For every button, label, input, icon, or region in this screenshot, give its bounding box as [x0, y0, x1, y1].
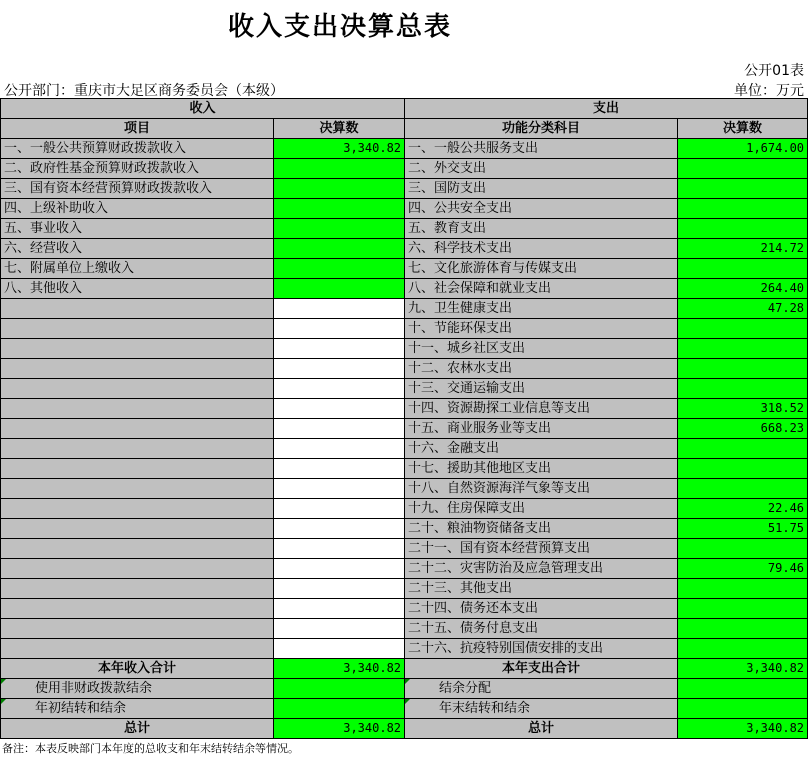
income-item-label	[1, 619, 274, 639]
expense-category-value[interactable]: 22.46	[678, 499, 808, 519]
expense-category-value[interactable]	[678, 539, 808, 559]
income-item-label: 八、其他收入	[1, 279, 274, 299]
income-item-value[interactable]	[274, 259, 405, 279]
expense-grand-total-label: 总计	[405, 719, 678, 739]
income-item-label: 七、附属单位上缴收入	[1, 259, 274, 279]
expense-category-label: 九、卫生健康支出	[405, 299, 678, 319]
expense-category-label: 七、文化旅游体育与传媒支出	[405, 259, 678, 279]
expense-category-label: 十二、农林水支出	[405, 359, 678, 379]
table-row	[1, 179, 808, 199]
income-item-value[interactable]	[274, 219, 405, 239]
expense-category-value[interactable]	[678, 579, 808, 599]
balance-row	[1, 679, 808, 699]
expense-category-value[interactable]: 668.23	[678, 419, 808, 439]
income-item-value[interactable]	[274, 159, 405, 179]
expense-category-label: 二十四、债务还本支出	[405, 599, 678, 619]
income-item-value[interactable]	[274, 539, 405, 559]
balance-distribution-label: 结余分配	[405, 679, 678, 699]
expense-category-label: 十五、商业服务业等支出	[405, 419, 678, 439]
expense-category-label: 二十二、灾害防治及应急管理支出	[405, 559, 678, 579]
table-row	[1, 139, 808, 159]
balance-distribution-value[interactable]	[678, 679, 808, 699]
table-row	[1, 279, 808, 299]
page-title: 收入支出决算总表	[227, 12, 452, 42]
expense-category-value[interactable]	[678, 339, 808, 359]
expense-category-label: 八、社会保障和就业支出	[405, 279, 678, 299]
income-item-value[interactable]	[274, 499, 405, 519]
income-item-value[interactable]	[274, 399, 405, 419]
table-row	[1, 479, 808, 499]
expense-category-label: 二十、粮油物资储备支出	[405, 519, 678, 539]
income-item-value[interactable]	[274, 479, 405, 499]
income-item-value[interactable]	[274, 379, 405, 399]
income-item-value[interactable]	[274, 319, 405, 339]
expense-total-value[interactable]: 3,340.82	[678, 659, 808, 679]
expense-category-label: 十九、住房保障支出	[405, 499, 678, 519]
income-item-value[interactable]	[274, 179, 405, 199]
table-row	[1, 519, 808, 539]
expense-category-value[interactable]: 47.28	[678, 299, 808, 319]
expense-category-label: 二十六、抗疫特别国债安排的支出	[405, 639, 678, 659]
unit-label: 单位：万元	[734, 83, 804, 99]
income-item-label	[1, 459, 274, 479]
income-section-header: 收入	[1, 99, 405, 119]
table-row	[1, 639, 808, 659]
expense-category-label: 十、节能环保支出	[405, 319, 678, 339]
expense-category-value[interactable]: 1,674.00	[678, 139, 808, 159]
ending-carryover-value[interactable]	[678, 699, 808, 719]
income-item-label	[1, 539, 274, 559]
expense-category-label: 六、科学技术支出	[405, 239, 678, 259]
department-label: 公开部门：重庆市大足区商务委员会（本级）	[4, 83, 284, 99]
income-item-label: 六、经营收入	[1, 239, 274, 259]
expense-category-label: 三、国防支出	[405, 179, 678, 199]
expense-category-value[interactable]	[678, 259, 808, 279]
expense-category-value[interactable]	[678, 319, 808, 339]
income-item-label: 一、一般公共预算财政拨款收入	[1, 139, 274, 159]
expense-amount-column-header: 决算数	[678, 119, 808, 139]
income-total-value[interactable]: 3,340.82	[274, 659, 405, 679]
income-item-value[interactable]	[274, 299, 405, 319]
category-column-header: 功能分类科目	[405, 119, 678, 139]
expense-category-value[interactable]	[678, 159, 808, 179]
income-item-label	[1, 299, 274, 319]
income-item-value[interactable]	[274, 619, 405, 639]
expense-total-label: 本年支出合计	[405, 659, 678, 679]
expense-section-header: 支出	[405, 99, 808, 119]
income-item-label	[1, 399, 274, 419]
income-item-label	[1, 479, 274, 499]
income-item-label	[1, 579, 274, 599]
table-row	[1, 539, 808, 559]
income-item-label: 五、事业收入	[1, 219, 274, 239]
expense-category-label: 四、公共安全支出	[405, 199, 678, 219]
table-row	[1, 419, 808, 439]
annual-total-row	[1, 659, 808, 679]
income-item-label: 二、政府性基金预算财政拨款收入	[1, 159, 274, 179]
income-amount-column-header: 决算数	[274, 119, 405, 139]
table-row	[1, 459, 808, 479]
beginning-carryover-value[interactable]	[274, 699, 405, 719]
table-row	[1, 199, 808, 219]
table-row	[1, 579, 808, 599]
income-item-label	[1, 359, 274, 379]
expense-category-label: 十三、交通运输支出	[405, 379, 678, 399]
nonfiscal-balance-label: 使用非财政拨款结余	[1, 679, 274, 699]
income-item-label: 四、上级补助收入	[1, 199, 274, 219]
expense-category-value[interactable]	[678, 379, 808, 399]
income-total-label: 本年收入合计	[1, 659, 274, 679]
beginning-carryover-label: 年初结转和结余	[1, 699, 274, 719]
income-item-value[interactable]	[274, 459, 405, 479]
form-number: 公开01表	[744, 63, 804, 79]
column-header-row	[1, 119, 808, 139]
income-item-value[interactable]	[274, 439, 405, 459]
expense-category-label: 一、一般公共服务支出	[405, 139, 678, 159]
income-item-label	[1, 519, 274, 539]
expense-category-label: 二、外交支出	[405, 159, 678, 179]
income-item-value[interactable]	[274, 339, 405, 359]
expense-category-label: 十六、金融支出	[405, 439, 678, 459]
table-row	[1, 159, 808, 179]
table-row	[1, 359, 808, 379]
expense-category-value[interactable]: 318.52	[678, 399, 808, 419]
expense-category-value[interactable]	[678, 199, 808, 219]
income-item-value[interactable]	[274, 639, 405, 659]
table-row	[1, 239, 808, 259]
income-item-value[interactable]	[274, 519, 405, 539]
income-item-label	[1, 599, 274, 619]
expense-category-label: 二十一、国有资本经营预算支出	[405, 539, 678, 559]
income-item-label	[1, 639, 274, 659]
income-item-value[interactable]: 3,340.82	[274, 139, 405, 159]
income-item-value[interactable]	[274, 359, 405, 379]
income-item-label	[1, 419, 274, 439]
income-item-label	[1, 379, 274, 399]
income-grand-total-value[interactable]: 3,340.82	[274, 719, 405, 739]
income-item-label	[1, 339, 274, 359]
income-item-label	[1, 499, 274, 519]
income-item-label	[1, 559, 274, 579]
expense-category-label: 十八、自然资源海洋气象等支出	[405, 479, 678, 499]
table-row	[1, 619, 808, 639]
table-row	[1, 319, 808, 339]
expense-category-value[interactable]	[678, 619, 808, 639]
expense-category-value[interactable]	[678, 639, 808, 659]
income-item-label	[1, 439, 274, 459]
expense-category-value[interactable]	[678, 219, 808, 239]
income-item-value[interactable]	[274, 419, 405, 439]
ending-carryover-label: 年末结转和结余	[405, 699, 678, 719]
expense-category-value[interactable]	[678, 599, 808, 619]
carryover-row	[1, 699, 808, 719]
table-row	[1, 219, 808, 239]
table-row	[1, 399, 808, 419]
income-item-value[interactable]	[274, 279, 405, 299]
table-row	[1, 259, 808, 279]
expense-category-label: 十四、资源勘探工业信息等支出	[405, 399, 678, 419]
expense-category-value[interactable]: 214.72	[678, 239, 808, 259]
table-row	[1, 559, 808, 579]
income-item-value[interactable]	[274, 579, 405, 599]
income-item-label: 三、国有资本经营预算财政拨款收入	[1, 179, 274, 199]
income-item-value[interactable]	[274, 599, 405, 619]
expense-category-value[interactable]: 79.46	[678, 559, 808, 579]
income-grand-total-label: 总计	[1, 719, 274, 739]
expense-category-value[interactable]: 51.75	[678, 519, 808, 539]
item-column-header: 项目	[1, 119, 274, 139]
table-row	[1, 599, 808, 619]
income-item-value[interactable]	[274, 559, 405, 579]
expense-category-value[interactable]	[678, 179, 808, 199]
table-row	[1, 299, 808, 319]
table-row	[1, 339, 808, 359]
income-item-value[interactable]	[274, 199, 405, 219]
expense-category-value[interactable]: 264.40	[678, 279, 808, 299]
expense-category-value[interactable]	[678, 439, 808, 459]
expense-category-label: 二十三、其他支出	[405, 579, 678, 599]
expense-category-value[interactable]	[678, 459, 808, 479]
table-row	[1, 439, 808, 459]
expense-category-label: 五、教育支出	[405, 219, 678, 239]
income-expense-table	[0, 98, 808, 739]
expense-category-label: 十一、城乡社区支出	[405, 339, 678, 359]
income-item-label	[1, 319, 274, 339]
table-row	[1, 499, 808, 519]
income-item-value[interactable]	[274, 239, 405, 259]
expense-grand-total-value[interactable]: 3,340.82	[678, 719, 808, 739]
grand-total-row	[1, 719, 808, 739]
expense-category-label: 十七、援助其他地区支出	[405, 459, 678, 479]
expense-category-value[interactable]	[678, 479, 808, 499]
nonfiscal-balance-value[interactable]	[274, 679, 405, 699]
expense-category-label: 二十五、债务付息支出	[405, 619, 678, 639]
footnote: 备注：本表反映部门本年度的总收支和年末结转结余等情况。	[2, 742, 299, 755]
table-row	[1, 379, 808, 399]
section-header-row	[1, 99, 808, 119]
expense-category-value[interactable]	[678, 359, 808, 379]
